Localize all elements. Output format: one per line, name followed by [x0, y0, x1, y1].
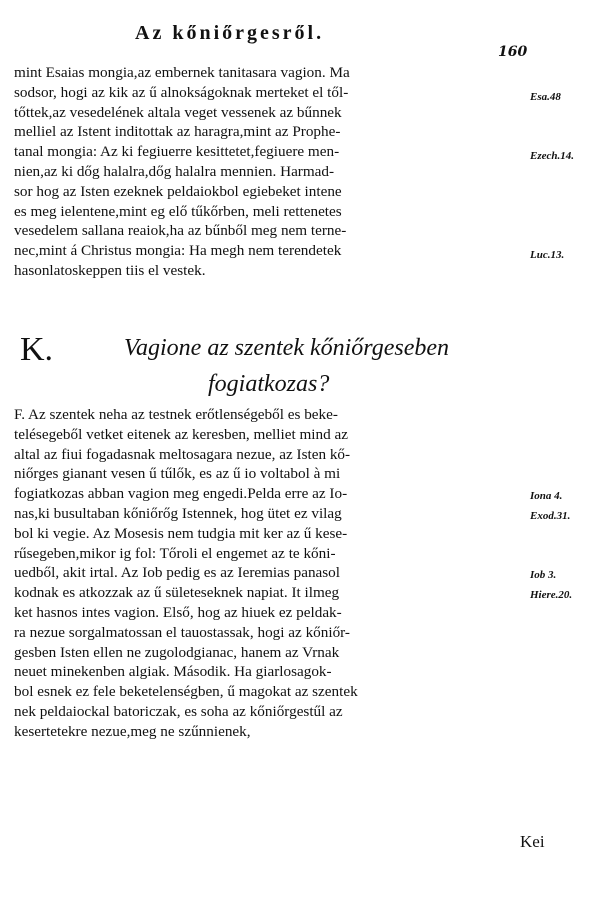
text-line: telésegeből vetket eitenek az keresben, melliet mind az: [14, 425, 348, 443]
text-line: ket hasnos intes vagion. Első, hog az hiuek ez peldak-: [14, 603, 342, 621]
marginal-note: Hiere.20.: [530, 589, 573, 602]
text-line: sor hog az Isten ezeknek peldaiokbol egiebeket intene: [14, 182, 342, 200]
text-line: es meg ielentene,mint eg elő tűkőrben, meli rettenetes: [14, 202, 342, 220]
text-line: tanal mongia: Az ki fegiuerre kesittetet,fegiuere men-: [14, 143, 340, 161]
text-line: melliel az Istent inditottak az haragra,mint az Prophe-: [14, 123, 341, 141]
body-text-bottom: [14, 405, 524, 742]
heading-line-1: Vagione az szentek kőniőrgeseben: [124, 335, 450, 361]
text-line: niőrges gianant vesen ű tűlők, es az ű io voltabol à mi: [14, 465, 341, 483]
text-line: kesertetekre nezue,meg ne szűnnienek,: [14, 722, 251, 740]
text-line: kodnak es atkozzak az ű sületeseknek napiat. It ilmeg: [14, 584, 340, 602]
page-number: 160: [498, 44, 528, 60]
marginal-note: Exod.31.: [530, 510, 571, 522]
text-line: altal az fiui fogadasnak meltosagara nezue, az Isten kő-: [14, 445, 351, 463]
text-line: nien,az ki dőg halalra,dőg halalra mennien. Harmad-: [14, 162, 335, 180]
text-line: vesedelem sallana reaiok,ha az bűnből meg nem terne-: [14, 222, 347, 240]
marginal-note: Luc.13.: [530, 249, 565, 262]
text-line: bol ki vegie. Az Mosesis nem tudgia mit ker az ű kese-: [14, 524, 348, 542]
heading-question-letter: K.: [20, 331, 54, 368]
text-line: bol esnek ez fele beketelenségben, ű magokat az szentek: [14, 683, 358, 701]
text-line: nek peldaiockal batoriczak, es soha az kőniőrgestűl az: [14, 702, 343, 720]
text-line: nec,mint á Christus mongia: Ha megh nem terendetek: [14, 242, 342, 260]
marginal-note: Iob 3.: [530, 569, 557, 582]
text-line: mint Esaias mongia,az embernek tanitasara vagion. Ma: [14, 64, 350, 81]
text-line: nas,ki busultaban kőniőrőg Istennek, hog ütet ez vilag: [14, 504, 342, 522]
section-heading: [20, 331, 520, 411]
running-head: Az kőniőrgesről.: [135, 22, 325, 44]
text-line: hasonlatoskeppen tiis el vestek.: [14, 261, 206, 279]
text-line: rűsegeben,mikor ig fol: Tőroli el engemet az te kőni-: [14, 544, 336, 562]
text-line: ra nezue sorgalmatossan el tauostassak, hogi az kőniőr-: [14, 623, 350, 641]
heading-line-2: fogiatkozas?: [208, 371, 330, 397]
marginal-note: Esa.48: [530, 90, 561, 103]
marginal-note: Ezech.14.: [530, 150, 574, 163]
text-line: sodsor, hogi az kik az ű alnokságoknak merteket el től-: [14, 83, 349, 101]
text-line: F. Az szentek neha az testnek erőtlenségeből es beke-: [14, 406, 338, 423]
catchword: Kei: [520, 832, 545, 851]
text-line: neuet minekenben algiak. Második. Ha giarlosagok-: [14, 663, 332, 681]
body-text-top: [14, 63, 514, 281]
text-line: gesben Isten ellen ne zugolodgianac, hanem az Vrnak: [14, 643, 340, 661]
text-line: tőttek,az vesedelének altala veget vessenek az bűnnek: [14, 103, 342, 121]
text-line: fogiatkozas abban vagion meg engedi.Pelda erre az Io-: [14, 485, 348, 503]
text-line: uedből, akit irtal. Az Iob pedig es az Ieremias panasol: [14, 564, 340, 582]
marginal-note: Iona 4.: [530, 490, 563, 503]
